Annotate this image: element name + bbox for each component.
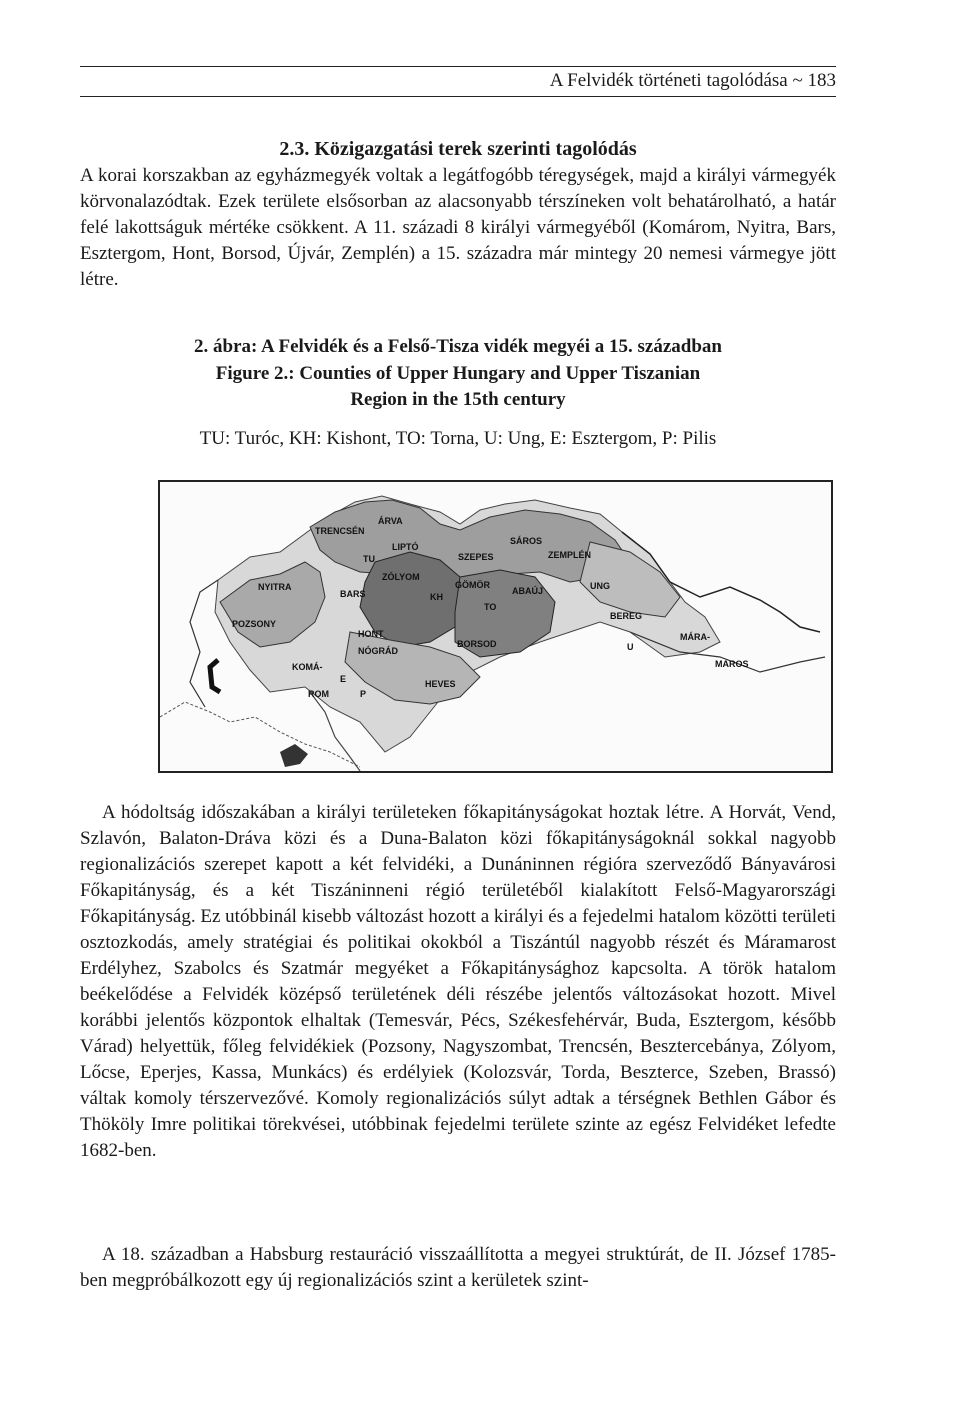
map-label-arva: ÁRVA (378, 516, 403, 526)
map-label-koma: KOMÁ- (292, 662, 323, 672)
map-label-mara: MÁRA- (680, 632, 710, 642)
map-label-szepes: SZEPES (458, 552, 494, 562)
map-label-zolyom: ZÓLYOM (382, 572, 420, 582)
map-label-kh: KH (430, 592, 443, 602)
paragraph-body-1: A hódoltság időszakában a királyi területeken főkapitányságokat hoztak létre. A Horvát, Vend, Szlavón, Balaton-Dráva közi és a Duna-Balaton közi főkapitányságoknál sokkal nagyobb regionalizációs szerepet kapott a két felvidéki, a Dunáninnen régióra szerveződő Bányavárosi Főkapitányság, és a két Tiszáninneni régió területéből kialakított Felső-Magyarországi Főkapitányság. Ez utóbbinál kisebb változást hozott a királyi és a fejedelmi hatalom közötti területi osztozkodás, amely stratégiai és politikai okokból a Tiszántúl nagyobb részét és Máramarost Erdélyhez, Szabolcs és Szatmár megyéket a Főkapitánysághoz kapcsolta. A török hatalom beékelődése a Felvidék középső területének déli részébe jelentős változásokat hozott. Mivel korábbi jelentős központok elhaltak (Temesvár, Pécs, Székesfehérvár, Buda, Esztergom, később Várad) helyettük, főleg felvidékiek (Pozsony, Nagyszombat, Trencsén, Besztercebánya, Zólyom, Lőcse, Eperjes, Kassa, Munkács) és erdélyiek (Kolozsvár, Torda, Beszterce, Szeben, Brassó) váltak komoly térszervezővé. Komoly regionalizációs súlyt adtak a térségnek Bethlen Gábor és Thököly Imre politikai törekvései, utóbbinak fejedelmi területe szinte az egész Felvidéket lefedte 1682-ben. (80, 802, 836, 1161)
map-label-hont: HONT (358, 629, 384, 639)
map-label-nyitra: NYITRA (258, 582, 292, 592)
map-label-nograd: NÓGRÁD (358, 646, 398, 656)
paragraph-body-2: A 18. században a Habsburg restauráció visszaállította a megyei struktúrát, de II. József 1785-ben megpróbálkozott egy új regionalizációs szint a kerületek szint- (80, 1244, 836, 1291)
county-map (158, 480, 833, 773)
map-label-bars: BARS (340, 589, 366, 599)
map-label-heves: HEVES (425, 679, 456, 689)
header-rule-bottom (80, 96, 836, 97)
map-label-saros: SÁROS (510, 536, 543, 546)
map-label-borsod: BORSOD (457, 639, 497, 649)
map-label-p: P (360, 689, 367, 699)
map-label-e: E (340, 674, 347, 684)
map-label-bereg: BEREG (610, 611, 643, 621)
header-rule-top (80, 66, 836, 67)
map-label-zemplen: ZEMPLÉN (548, 550, 592, 560)
map-lake (280, 744, 308, 767)
figure-caption-en: Figure 2.: Counties of Upper Hungary and Upper Tiszanian Region in the 15th century (215, 363, 701, 410)
figure-legend: TU: Turóc, KH: Kishont, TO: Torna, U: Ung, E: Esztergom, P: Pilis (199, 428, 717, 449)
county-map-svg (160, 482, 831, 771)
map-label-rom: ROM (308, 689, 329, 699)
map-label-ung: UNG (590, 581, 610, 591)
map-label-maros: MAROS (715, 659, 749, 669)
map-label-pozsony: POZSONY (232, 619, 277, 629)
map-label-u: U (627, 642, 634, 652)
figure-caption-hu: 2. ábra: A Felvidék és a Felső-Tisza vidék megyéi a 15. században (194, 336, 722, 357)
map-border-southwest (160, 702, 360, 767)
running-head: A Felvidék történeti tagolódása ~ 183 (549, 70, 836, 91)
paragraph-intro: A korai korszakban az egyházmegyék voltak a legátfogóbb téregységek, majd a királyi vármegyék körvonalazódtak. Ezek területe elsősorban az alacsonyabb térszíneken volt behatárolható, a határ felé lakottságuk mértéke csökkent. A 11. századi 8 királyi vármegyéből (Komárom, Nyitra, Bars, Esztergom, Hont, Borsod, Újvár, Zemplén) a 15. századra már mintegy 20 nemesi vármegye jött létre. (80, 165, 836, 290)
map-label-gomor: GÖMÖR (455, 580, 490, 590)
map-label-abauj: ABAÚJ (512, 586, 544, 596)
map-label-to: TO (484, 602, 497, 612)
map-label-lipto: LIPTÓ (392, 542, 419, 552)
map-hook (210, 660, 220, 692)
section-title: 2.3. Közigazgatási terek szerinti tagolódás (279, 138, 637, 160)
map-label-trencsen: TRENCSÉN (315, 526, 365, 536)
map-label-tu: TU (363, 554, 375, 564)
